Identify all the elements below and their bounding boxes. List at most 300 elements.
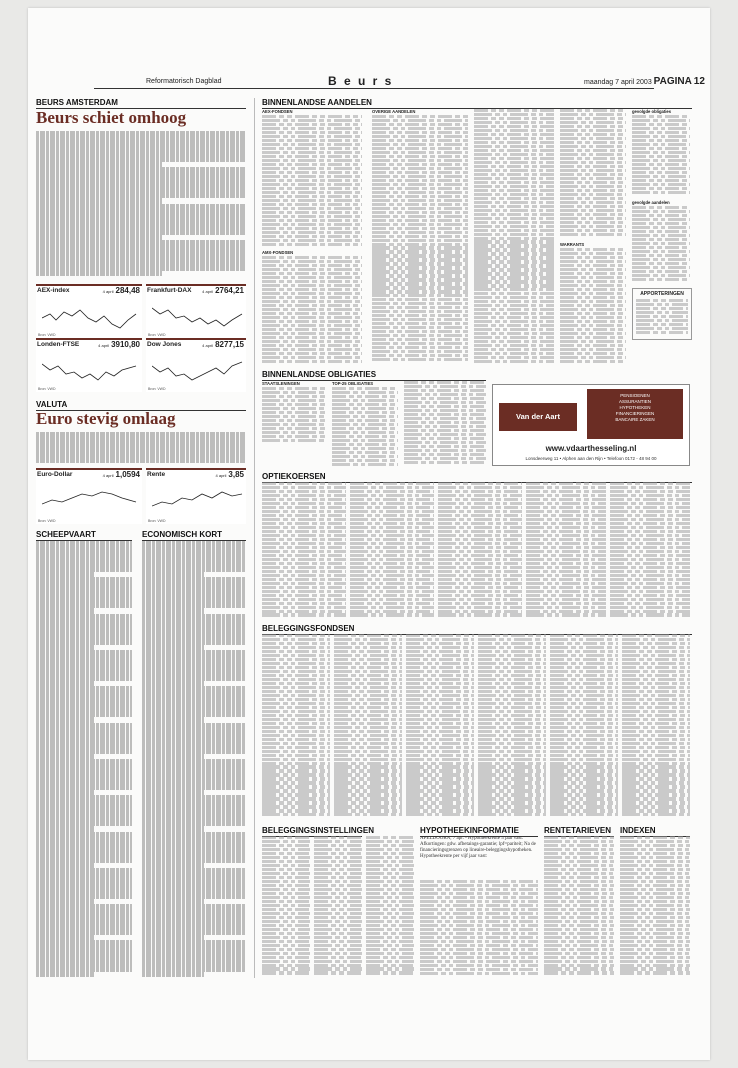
table-row	[314, 868, 362, 871]
table-row	[334, 730, 402, 733]
table-row	[560, 193, 626, 196]
table-row	[262, 199, 362, 202]
table-row	[560, 185, 626, 188]
table-row	[478, 710, 546, 713]
table-row	[334, 710, 402, 713]
table-row	[622, 642, 690, 645]
table-row	[622, 734, 690, 737]
table-row	[550, 674, 618, 677]
table-row	[262, 264, 362, 267]
table-row	[550, 702, 618, 705]
table-row	[366, 944, 414, 947]
table-row	[314, 924, 362, 927]
table-row	[372, 143, 468, 146]
table-row	[544, 900, 614, 903]
table-row	[262, 590, 346, 593]
table-row	[478, 722, 546, 725]
table-row	[560, 340, 626, 343]
table-row	[350, 582, 434, 585]
ad-address: Lonsdeerweg 11 • Alphen aan den Rijn • Telefoon 0172 - 48 94 00	[525, 456, 657, 461]
table-row	[478, 809, 546, 812]
table-row	[478, 762, 546, 765]
table-row	[526, 554, 606, 557]
page-number: 12	[693, 76, 705, 87]
table-row	[610, 562, 690, 565]
table-row	[262, 419, 326, 422]
table-row	[560, 316, 626, 319]
table-amx-fondsen	[262, 256, 362, 364]
table-row	[636, 307, 688, 310]
table-row	[622, 797, 690, 800]
table-row	[406, 726, 474, 729]
table-row	[372, 298, 468, 301]
table-row	[372, 235, 468, 238]
table-row	[262, 702, 330, 705]
table-row	[622, 805, 690, 808]
table-row	[474, 352, 554, 355]
table-row	[560, 161, 626, 164]
hypotheek-intro: APELDOORN, 7 apr. - Hypotheekrente 5 jaar vast. Afkortingen: gdw. afbetaings-garantie; lpf=pariteit; Na de financieringsgrenzen op lineaire-beleggingshypotheken. Hypotheekrente per vijf jaar vast:	[420, 836, 536, 859]
table-row	[474, 185, 554, 188]
table-row	[560, 169, 626, 172]
table-row	[262, 864, 310, 867]
table-row	[438, 578, 522, 581]
table-row	[620, 860, 690, 863]
table-row	[262, 231, 362, 234]
table-row	[406, 793, 474, 796]
table-row	[262, 852, 310, 855]
table-row	[526, 582, 606, 585]
table-row	[262, 423, 326, 426]
chart-value	[202, 340, 244, 349]
table-row	[262, 203, 362, 206]
table-row	[420, 952, 538, 955]
table-row	[262, 734, 330, 737]
chart-aex	[36, 284, 142, 338]
table-row	[262, 155, 362, 158]
table-row	[350, 502, 434, 505]
table-row	[622, 781, 690, 784]
table-row	[478, 650, 546, 653]
table-row	[478, 646, 546, 649]
table-row	[334, 718, 402, 721]
table-row	[622, 654, 690, 657]
table-row	[560, 288, 626, 291]
table-row	[620, 868, 690, 871]
table-row	[372, 350, 468, 353]
table-row	[334, 738, 402, 741]
table-row	[262, 542, 346, 545]
table-row	[622, 813, 690, 816]
chart-value-number: 284,48	[115, 286, 140, 295]
table-row	[372, 282, 468, 285]
chart-value-number: 3910,80	[111, 340, 140, 349]
section-binnenlandse-obligaties: BINNENLANDSE OBLIGATIES	[262, 370, 486, 381]
table-row	[550, 694, 618, 697]
advertisement[interactable]	[492, 384, 690, 466]
table-row	[334, 690, 402, 693]
chart-value-date: 4 april	[102, 289, 114, 294]
table-row	[404, 405, 486, 408]
table-row	[262, 324, 362, 327]
table-row	[632, 266, 690, 269]
table-row	[474, 292, 554, 295]
table-row	[526, 502, 606, 505]
table-row	[610, 590, 690, 593]
table-row	[372, 131, 468, 134]
table-row	[262, 769, 330, 772]
table-row	[332, 463, 398, 466]
table-row	[262, 948, 310, 951]
table-row	[262, 613, 346, 616]
table-row	[372, 318, 468, 321]
table-indexen	[620, 836, 690, 978]
table-row	[262, 738, 330, 741]
table-row	[560, 312, 626, 315]
table-row	[560, 121, 626, 124]
subhead-gevolgde-aandelen: gevolgde aandelen	[632, 200, 670, 205]
table-row	[314, 908, 362, 911]
ad-service-line: ASSURANTIEN	[618, 399, 651, 404]
table-row	[622, 658, 690, 661]
table-row	[262, 570, 346, 573]
table-row	[632, 119, 690, 122]
table-overige-1	[372, 115, 468, 365]
table-row	[438, 558, 522, 561]
table-row	[610, 494, 690, 497]
table-row	[544, 952, 614, 955]
table-top25-a	[332, 387, 398, 467]
table-row	[366, 840, 414, 843]
table-opties-3	[438, 482, 522, 618]
table-overige-3	[560, 109, 626, 239]
table-row	[610, 574, 690, 577]
table-row	[438, 562, 522, 565]
table-row	[350, 510, 434, 513]
table-row	[544, 884, 614, 887]
table-row	[550, 789, 618, 792]
table-row	[406, 678, 474, 681]
table-instellingen-3	[366, 836, 414, 978]
table-row	[350, 498, 434, 501]
table-row	[262, 940, 310, 943]
table-row	[262, 135, 362, 138]
table-row	[474, 308, 554, 311]
table-row	[632, 163, 690, 166]
table-row	[262, 538, 346, 541]
table-row	[622, 682, 690, 685]
table-row	[544, 960, 614, 963]
table-row	[438, 606, 522, 609]
table-row	[350, 566, 434, 569]
table-row	[332, 387, 398, 390]
table-row	[620, 920, 690, 923]
table-row	[366, 960, 414, 963]
table-gevolgde-obligaties	[632, 115, 690, 195]
table-row	[474, 121, 554, 124]
table-row	[550, 726, 618, 729]
table-row	[526, 526, 606, 529]
table-row	[544, 967, 614, 970]
table-row	[406, 805, 474, 808]
table-row	[620, 836, 690, 839]
table-fondsen-5	[550, 634, 618, 820]
table-row	[420, 884, 538, 887]
table-row	[406, 765, 474, 768]
table-row	[550, 758, 618, 761]
table-row	[474, 189, 554, 192]
table-row	[406, 746, 474, 749]
table-opties-2	[350, 482, 434, 618]
table-row	[610, 566, 690, 569]
table-row	[560, 213, 626, 216]
table-row	[366, 844, 414, 847]
table-row	[350, 606, 434, 609]
table-row	[262, 175, 362, 178]
table-row	[622, 785, 690, 788]
table-row	[372, 262, 468, 265]
table-row	[474, 296, 554, 299]
table-row	[560, 137, 626, 140]
table-row	[372, 286, 468, 289]
table-row	[550, 793, 618, 796]
table-row	[406, 666, 474, 669]
table-row	[420, 960, 538, 963]
chart-value	[202, 286, 244, 295]
section-scheepvaart: SCHEEPVAART	[36, 530, 132, 541]
table-gevolgde-aandelen	[632, 206, 690, 282]
table-row	[622, 694, 690, 697]
table-row	[404, 425, 486, 428]
table-row	[262, 650, 330, 653]
table-row	[406, 738, 474, 741]
table-row	[262, 690, 330, 693]
table-row	[560, 280, 626, 283]
table-row	[526, 534, 606, 537]
table-warrants	[560, 248, 626, 364]
table-row	[262, 554, 346, 557]
table-row	[262, 171, 362, 174]
chart-value-number: 3,85	[228, 470, 244, 479]
table-row	[404, 417, 486, 420]
table-row	[474, 221, 554, 224]
table-row	[262, 634, 330, 637]
table-row	[262, 340, 362, 343]
table-row	[404, 457, 486, 460]
table-row	[334, 662, 402, 665]
table-row	[474, 252, 554, 255]
table-row	[372, 163, 468, 166]
section-optiekoersen: OPTIEKOERSEN	[262, 472, 692, 483]
table-row	[334, 797, 402, 800]
table-row	[372, 195, 468, 198]
table-row	[372, 171, 468, 174]
subhead-overige-aandelen: OVERIGE AANDELEN	[372, 109, 416, 114]
table-row	[610, 498, 690, 501]
table-row	[438, 482, 522, 485]
table-row	[334, 726, 402, 729]
table-row	[560, 181, 626, 184]
table-row	[366, 928, 414, 931]
table-row	[560, 256, 626, 259]
table-row	[350, 534, 434, 537]
table-row	[610, 586, 690, 589]
table-row	[314, 936, 362, 939]
section-rentetarieven: RENTETARIEVEN	[544, 826, 614, 837]
table-row	[632, 218, 690, 221]
table-row	[622, 698, 690, 701]
table-row	[478, 694, 546, 697]
table-row	[366, 860, 414, 863]
table-row	[350, 530, 434, 533]
table-row	[314, 864, 362, 867]
table-row	[474, 201, 554, 204]
chart-line	[152, 298, 244, 332]
table-row	[366, 956, 414, 959]
table-row	[526, 490, 606, 493]
table-row	[334, 674, 402, 677]
table-row	[262, 674, 330, 677]
table-row	[622, 793, 690, 796]
table-row	[544, 944, 614, 947]
table-row	[474, 244, 554, 247]
table-row	[262, 407, 326, 410]
table-row	[474, 217, 554, 220]
table-row	[610, 506, 690, 509]
table-aex-fondsen	[262, 115, 362, 247]
table-row	[332, 431, 398, 434]
table-row	[620, 908, 690, 911]
table-row	[372, 270, 468, 273]
table-row	[406, 710, 474, 713]
table-row	[366, 876, 414, 879]
table-row	[262, 762, 330, 765]
table-row	[550, 742, 618, 745]
ad-url[interactable]: www.vdaarthesseling.nl	[545, 444, 637, 453]
table-row	[372, 147, 468, 150]
table-row	[550, 658, 618, 661]
table-row	[610, 610, 690, 613]
table-row	[366, 864, 414, 867]
table-row	[478, 730, 546, 733]
section-beurs-amsterdam: BEURS AMSTERDAM	[36, 98, 246, 109]
table-row	[622, 809, 690, 812]
table-row	[478, 682, 546, 685]
table-row	[262, 395, 326, 398]
table-row	[438, 610, 522, 613]
table-row	[262, 574, 346, 577]
table-row	[438, 530, 522, 533]
table-fondsen-4	[478, 634, 546, 820]
table-row	[366, 856, 414, 859]
table-row	[406, 762, 474, 765]
table-row	[620, 964, 690, 967]
table-row	[610, 598, 690, 601]
table-row	[262, 320, 362, 323]
table-row	[622, 662, 690, 665]
table-row	[610, 510, 690, 513]
subhead-aex-fondsen: AEX-FONDSEN	[262, 109, 293, 114]
table-row	[334, 754, 402, 757]
table-row	[632, 123, 690, 126]
table-row	[372, 354, 468, 357]
table-row	[438, 518, 522, 521]
table-row	[332, 403, 398, 406]
table-row	[334, 742, 402, 745]
table-row	[544, 848, 614, 851]
table-row	[262, 610, 346, 613]
table-row	[262, 344, 362, 347]
table-row	[550, 662, 618, 665]
section-indexen: INDEXEN	[620, 826, 690, 837]
table-row	[332, 423, 398, 426]
table-row	[262, 793, 330, 796]
table-row	[372, 211, 468, 214]
table-row	[560, 141, 626, 144]
table-row	[372, 187, 468, 190]
table-row	[560, 109, 626, 112]
table-row	[262, 534, 346, 537]
table-row	[372, 227, 468, 230]
table-row	[526, 506, 606, 509]
table-row	[262, 235, 362, 238]
table-row	[474, 336, 554, 339]
table-row	[544, 876, 614, 879]
table-row	[610, 550, 690, 553]
table-row	[262, 550, 346, 553]
table-row	[314, 840, 362, 843]
table-row	[372, 203, 468, 206]
table-row	[262, 308, 362, 311]
table-row	[474, 324, 554, 327]
table-row	[314, 896, 362, 899]
section-valuta: VALUTA	[36, 400, 246, 411]
table-row	[262, 960, 310, 963]
table-row	[334, 805, 402, 808]
table-row	[550, 634, 618, 637]
table-row	[438, 490, 522, 493]
table-row	[474, 300, 554, 303]
table-row	[372, 302, 468, 305]
table-row	[526, 613, 606, 616]
table-row	[550, 666, 618, 669]
table-row	[372, 239, 468, 242]
table-row	[420, 916, 538, 919]
table-row	[404, 445, 486, 448]
table-row	[404, 397, 486, 400]
table-row	[438, 486, 522, 489]
table-row	[632, 250, 690, 253]
table-row	[334, 777, 402, 780]
table-row	[632, 175, 690, 178]
table-row	[262, 167, 362, 170]
table-row	[262, 352, 362, 355]
table-row	[474, 209, 554, 212]
table-row	[332, 451, 398, 454]
table-row	[314, 856, 362, 859]
table-row	[262, 211, 362, 214]
table-row	[474, 332, 554, 335]
ad-logo: Van der Aart Hesseling	[499, 403, 577, 431]
table-row	[550, 805, 618, 808]
table-row	[620, 900, 690, 903]
table-row	[622, 670, 690, 673]
table-row	[262, 391, 326, 394]
table-apporteringen	[636, 299, 688, 335]
table-row	[314, 876, 362, 879]
table-row	[474, 177, 554, 180]
table-row	[262, 805, 330, 808]
